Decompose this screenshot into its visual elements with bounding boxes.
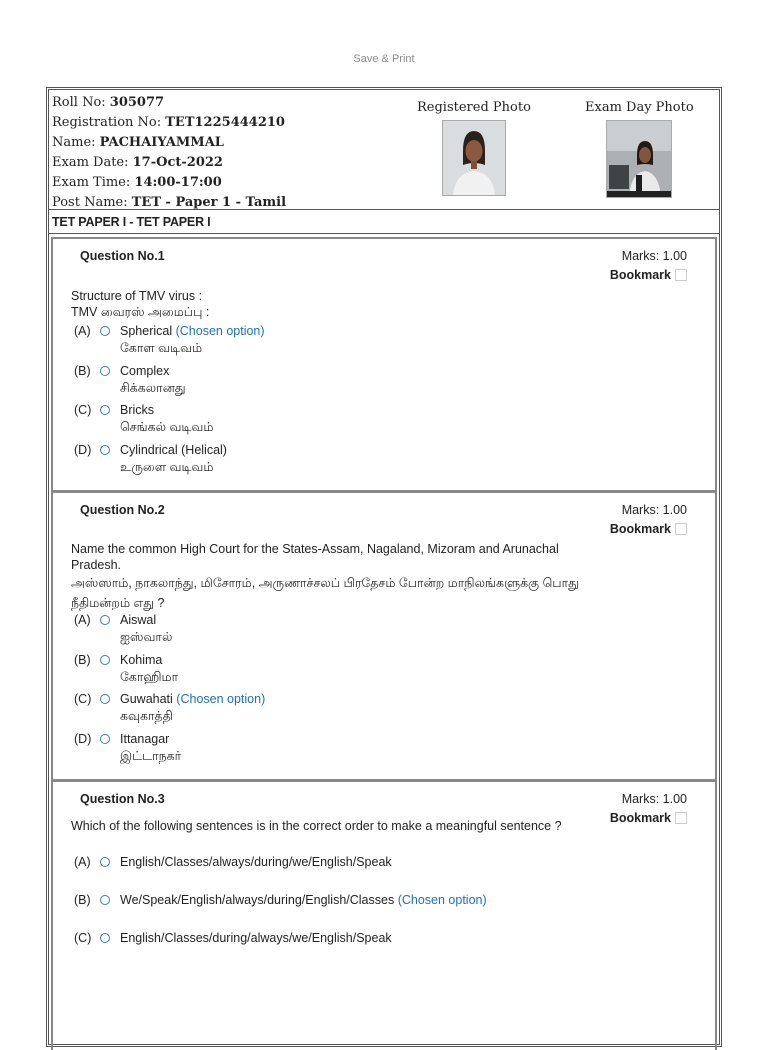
save-print-link[interactable]: Save & Print: [353, 53, 415, 65]
bookmark-checkbox[interactable]: [675, 812, 687, 824]
question-number: Question No.2: [80, 503, 165, 517]
question-card: [51, 780, 717, 1050]
option-c[interactable]: (C) Bricks செங்கல் வடிவம்: [74, 403, 214, 434]
exam-day-photo: [606, 120, 672, 198]
registered-photo: [442, 120, 506, 196]
marks-label: Marks: 1.00: [621, 792, 687, 806]
marks-label: Marks: 1.00: [621, 249, 687, 263]
bookmark-toggle[interactable]: Bookmark: [610, 811, 687, 825]
radio-button[interactable]: [100, 895, 110, 905]
question-text: Structure of TMV virus : TMV வைரஸ் அமைப்பு :: [71, 289, 210, 319]
bookmark-checkbox[interactable]: [675, 269, 687, 281]
post-name-row: Post Name: TET - Paper 1 - Tamil: [52, 195, 287, 210]
question-number: Question No.1: [80, 249, 165, 263]
option-b[interactable]: (B) Complex சிக்கலானது: [74, 364, 186, 395]
paper-title: TET PAPER I - TET PAPER I: [49, 212, 719, 234]
marks-label: Marks: 1.00: [621, 503, 687, 517]
radio-button[interactable]: [100, 405, 110, 415]
registered-photo-label: Registered Photo: [417, 100, 531, 115]
option-b[interactable]: (B) Kohima கோஹிமா: [74, 653, 179, 684]
exam-date-value: 17-Oct-2022: [132, 155, 223, 170]
option-a[interactable]: (A) Spherical (Chosen option) கோள வடிவம்: [74, 324, 265, 355]
question-text: Which of the following sentences is in the correct order to make a meaningful sentence ?: [71, 819, 562, 833]
exam-date-row: Exam Date: 17-Oct-2022: [52, 155, 223, 170]
name-value: PACHAIYAMMAL: [99, 135, 224, 150]
option-d[interactable]: (D) Cylindrical (Helical) உருளை வடிவம்: [74, 443, 227, 474]
roll-no-value: 305077: [109, 95, 165, 110]
question-card: [51, 237, 717, 492]
bookmark-toggle[interactable]: Bookmark: [610, 268, 687, 282]
radio-button[interactable]: [100, 615, 110, 625]
exam-day-photo-block: [585, 100, 694, 198]
exam-time-row: Exam Time: 14:00-17:00: [52, 175, 222, 190]
chosen-option-tag: (Chosen option): [397, 893, 487, 907]
chosen-option-tag: (Chosen option): [176, 692, 266, 706]
radio-button[interactable]: [100, 655, 110, 665]
candidate-header: [49, 90, 719, 210]
registration-no-row: Registration No: TET1225444210: [52, 115, 285, 130]
post-name-value: TET - Paper 1 - Tamil: [131, 195, 287, 210]
name-row: Name: PACHAIYAMMAL: [52, 135, 224, 150]
bookmark-checkbox[interactable]: [675, 523, 687, 535]
registered-photo-block: [417, 100, 531, 196]
option-c[interactable]: (C) English/Classes/during/always/we/English/Speak: [74, 931, 392, 945]
option-d[interactable]: (D) Ittanagar இட்டாநகர்: [74, 732, 182, 763]
candidate-info: [52, 93, 286, 213]
chosen-option-tag: (Chosen option): [175, 324, 265, 338]
question-text: Name the common High Court for the States-Assam, Nagaland, Mizoram and Arunachal Pradesh. அஸ்ஸாம், நாகலாந்து, மிசோரம், அருணாச்சலப் பிரதேசம் போன்ற மாநிலங்களுக்கு பொது நீதிமன்றம் எது ?: [71, 542, 579, 610]
radio-button[interactable]: [100, 366, 110, 376]
roll-no-row: Roll No: 305077: [52, 95, 165, 110]
radio-button[interactable]: [100, 857, 110, 867]
radio-button[interactable]: [100, 933, 110, 943]
option-b[interactable]: (B) We/Speak/English/always/during/English/Classes (Chosen option): [74, 893, 487, 907]
exam-time-value: 14:00-17:00: [134, 175, 222, 190]
option-a[interactable]: (A) Aiswal ஐஸ்வால்: [74, 613, 173, 644]
registration-no-value: TET1225444210: [165, 115, 285, 130]
exam-day-photo-label: Exam Day Photo: [585, 100, 694, 115]
question-number: Question No.3: [80, 792, 165, 806]
bookmark-toggle[interactable]: Bookmark: [610, 522, 687, 536]
question-card: [51, 491, 717, 781]
radio-button[interactable]: [100, 326, 110, 336]
option-c[interactable]: (C) Guwahati (Chosen option) கவுகாத்தி: [74, 692, 266, 723]
radio-button[interactable]: [100, 445, 110, 455]
response-sheet: [46, 87, 722, 1047]
radio-button[interactable]: [100, 694, 110, 704]
option-a[interactable]: (A) English/Classes/always/during/we/English/Speak: [74, 855, 392, 869]
radio-button[interactable]: [100, 734, 110, 744]
